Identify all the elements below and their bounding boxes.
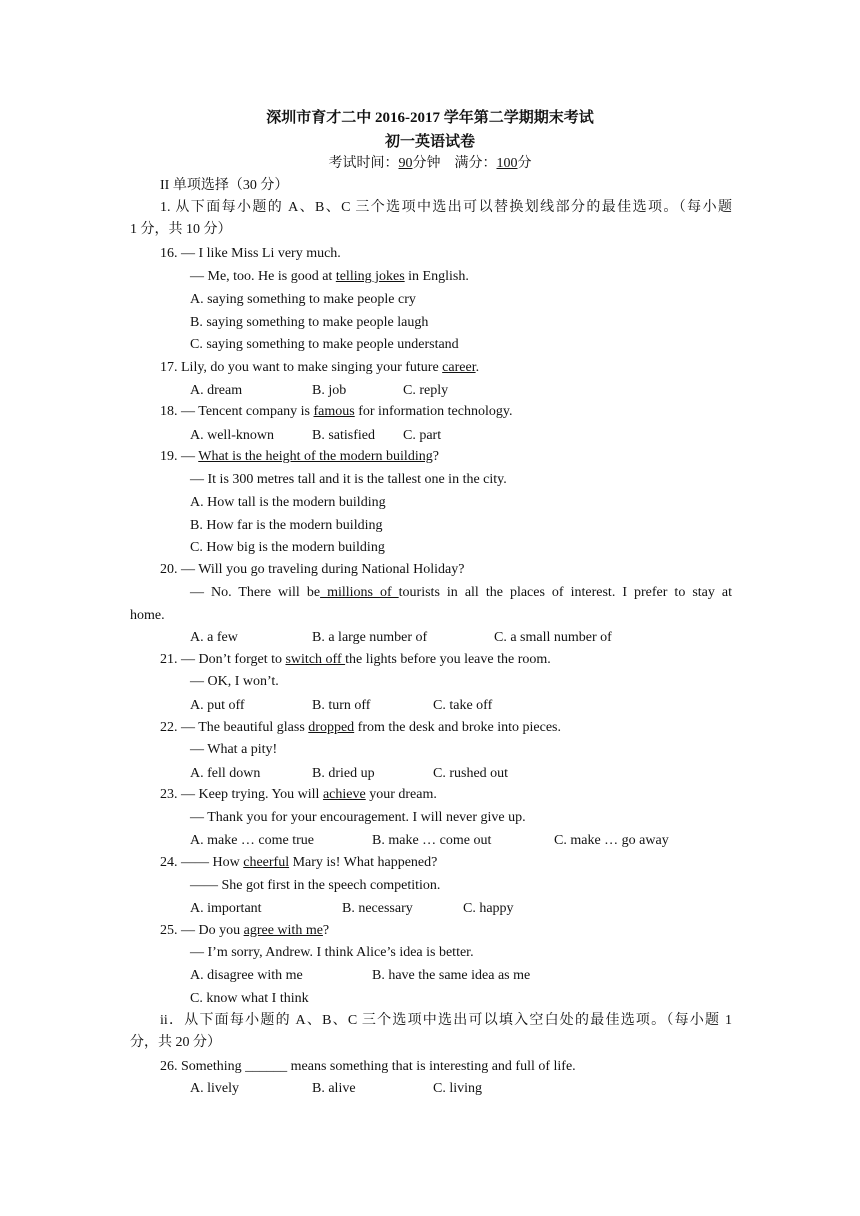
question-20-reply-cont: home. bbox=[130, 608, 165, 623]
question-19 bbox=[160, 447, 439, 467]
q19-option-c: C. How big is the modern building bbox=[190, 540, 385, 555]
question-21 bbox=[160, 650, 551, 670]
question-25 bbox=[160, 921, 329, 941]
q22-option-c: C. rushed out bbox=[433, 766, 509, 781]
underlined-phrase: career bbox=[442, 360, 476, 375]
q20-option-b: B. a large number of bbox=[312, 630, 428, 645]
exam-title: 深圳市育才二中 2016-2017 学年第二学期期末考试 bbox=[266, 110, 594, 126]
q17-option-c: C. reply bbox=[403, 383, 449, 398]
q19-option-a: A. How tall is the modern building bbox=[190, 495, 386, 510]
question-16-reply bbox=[190, 267, 469, 287]
part1-instruction-line1: 1. 从下面每小题的 A、B、C 三个选项中选出可以替换划线部分的最佳选项。（每小题 bbox=[160, 200, 732, 215]
question-number: 25. bbox=[160, 923, 178, 938]
question-number: 23. bbox=[160, 787, 178, 802]
q18-option-c: C. part bbox=[403, 428, 442, 443]
question-number: 24. bbox=[160, 855, 178, 870]
q23-option-c: C. make … go away bbox=[554, 833, 669, 848]
underlined-phrase: millions of bbox=[320, 585, 399, 600]
q22-option-b: B. dried up bbox=[312, 766, 375, 781]
q24-option-b: B. necessary bbox=[342, 901, 413, 916]
text-segment: from the desk and broke into pieces. bbox=[354, 720, 561, 735]
question-16 bbox=[160, 244, 341, 264]
part2-instruction-line2: 分，共 20 分） bbox=[130, 1035, 221, 1050]
q26-option-a: A. lively bbox=[190, 1081, 239, 1096]
q23-option-b: B. make … come out bbox=[372, 833, 492, 848]
q25-option-a: A. disagree with me bbox=[190, 968, 303, 983]
q19-option-b: B. How far is the modern building bbox=[190, 518, 383, 533]
question-23 bbox=[160, 785, 437, 805]
text-segment: — bbox=[181, 449, 199, 464]
text-segment: for information technology. bbox=[354, 404, 513, 419]
question-number: 16. bbox=[160, 246, 178, 261]
question-text: — Will you go traveling during National Holiday? bbox=[181, 562, 465, 577]
underlined-phrase: achieve bbox=[322, 787, 366, 802]
score-value: 100 bbox=[496, 156, 518, 171]
q24-option-c: C. happy bbox=[463, 901, 514, 916]
q16-option-b: B. saying something to make people laugh bbox=[190, 315, 429, 330]
part1-instruction-line2: 1 分，共 10 分） bbox=[130, 222, 232, 237]
text-segment: Mary is! What happened? bbox=[289, 855, 438, 870]
text-segment: your dream. bbox=[365, 787, 437, 802]
text-segment: ? bbox=[432, 449, 439, 464]
question-21-reply: — OK, I won’t. bbox=[190, 674, 279, 689]
q25-option-b: B. have the same idea as me bbox=[372, 968, 531, 983]
question-23-reply: — Thank you for your encouragement. I will never give up. bbox=[190, 810, 526, 825]
question-17 bbox=[160, 358, 479, 378]
question-20-reply bbox=[190, 583, 732, 603]
q23-option-a: A. make … come true bbox=[190, 833, 315, 848]
text-segment: — No. There will be bbox=[190, 585, 321, 600]
question-number: 20. bbox=[160, 562, 178, 577]
q21-option-a: A. put off bbox=[190, 698, 245, 713]
exam-subtitle: 初一英语试卷 bbox=[384, 134, 475, 150]
question-number: 18. bbox=[160, 404, 178, 419]
part2-instruction-line1: ii．从下面每小题的 A、B、C 三个选项中选出可以填入空白处的最佳选项。（每小题 1 bbox=[160, 1013, 732, 1028]
question-number: 17. bbox=[160, 360, 178, 375]
text-segment: — Don’t forget to bbox=[181, 652, 286, 667]
time-unit: 分钟 bbox=[412, 156, 441, 171]
text-segment: the lights before you leave the room. bbox=[345, 652, 551, 667]
score-label: 满分： bbox=[454, 156, 497, 171]
q17-option-a: A. dream bbox=[190, 383, 243, 398]
q26-option-b: B. alive bbox=[312, 1081, 356, 1096]
underlined-phrase: dropped bbox=[308, 720, 355, 735]
underlined-phrase: What is the height of the modern building bbox=[198, 449, 433, 464]
underlined-phrase: telling jokes bbox=[335, 269, 405, 284]
q21-option-c: C. take off bbox=[433, 698, 493, 713]
question-24-reply: —— She got first in the speech competition. bbox=[190, 878, 441, 893]
question-number: 21. bbox=[160, 652, 178, 667]
text-segment: tourists in all the places of interest. I prefer to stay at bbox=[398, 585, 733, 600]
question-24 bbox=[160, 853, 437, 873]
section-title: II 单项选择（30 分） bbox=[160, 178, 289, 193]
question-number: 19. bbox=[160, 449, 178, 464]
question-22 bbox=[160, 718, 561, 738]
question-text: — I like Miss Li very much. bbox=[181, 246, 341, 261]
exam-info bbox=[0, 154, 860, 174]
q24-option-a: A. important bbox=[190, 901, 262, 916]
q16-option-a: A. saying something to make people cry bbox=[190, 292, 416, 307]
score-unit: 分 bbox=[517, 156, 532, 171]
q16-option-c: C. saying something to make people understand bbox=[190, 337, 459, 352]
question-25-reply: — I’m sorry, Andrew. I think Alice’s idea is better. bbox=[190, 945, 474, 960]
question-18 bbox=[160, 402, 512, 422]
q26-option-c: C. living bbox=[433, 1081, 483, 1096]
text-segment: — Keep trying. You will bbox=[181, 787, 323, 802]
text-segment: ? bbox=[322, 923, 330, 938]
text-segment: — The beautiful glass bbox=[181, 720, 309, 735]
question-text: Something ______ means something that is interesting and full of life. bbox=[181, 1059, 576, 1074]
q18-option-b: B. satisfied bbox=[312, 428, 375, 443]
q18-option-a: A. well-known bbox=[190, 428, 274, 443]
underlined-phrase: switch off bbox=[285, 652, 346, 667]
text-segment: — Tencent company is bbox=[181, 404, 314, 419]
q20-option-a: A. a few bbox=[190, 630, 238, 645]
text-segment: in English. bbox=[404, 269, 469, 284]
q17-option-b: B. job bbox=[312, 383, 347, 398]
question-number: 22. bbox=[160, 720, 178, 735]
text-segment: Lily, do you want to make singing your future bbox=[181, 360, 443, 375]
underlined-phrase: cheerful bbox=[243, 855, 290, 870]
text-segment: — Me, too. He is good at bbox=[190, 269, 336, 284]
q20-option-c: C. a small number of bbox=[494, 630, 612, 645]
q22-option-a: A. fell down bbox=[190, 766, 261, 781]
q21-option-b: B. turn off bbox=[312, 698, 371, 713]
question-26 bbox=[160, 1057, 576, 1077]
text-segment: — Do you bbox=[181, 923, 244, 938]
question-20 bbox=[160, 560, 464, 580]
time-label: 考试时间： bbox=[328, 156, 399, 171]
underlined-phrase: agree with me bbox=[243, 923, 323, 938]
q25-option-c: C. know what I think bbox=[190, 991, 309, 1006]
question-19-reply: — It is 300 metres tall and it is the tallest one in the city. bbox=[190, 472, 507, 487]
question-number: 26. bbox=[160, 1059, 178, 1074]
text-segment: . bbox=[475, 360, 480, 375]
underlined-phrase: famous bbox=[313, 404, 355, 419]
time-value: 90 bbox=[398, 156, 413, 171]
question-22-reply: — What a pity! bbox=[190, 742, 278, 757]
text-segment: —— How bbox=[181, 855, 244, 870]
